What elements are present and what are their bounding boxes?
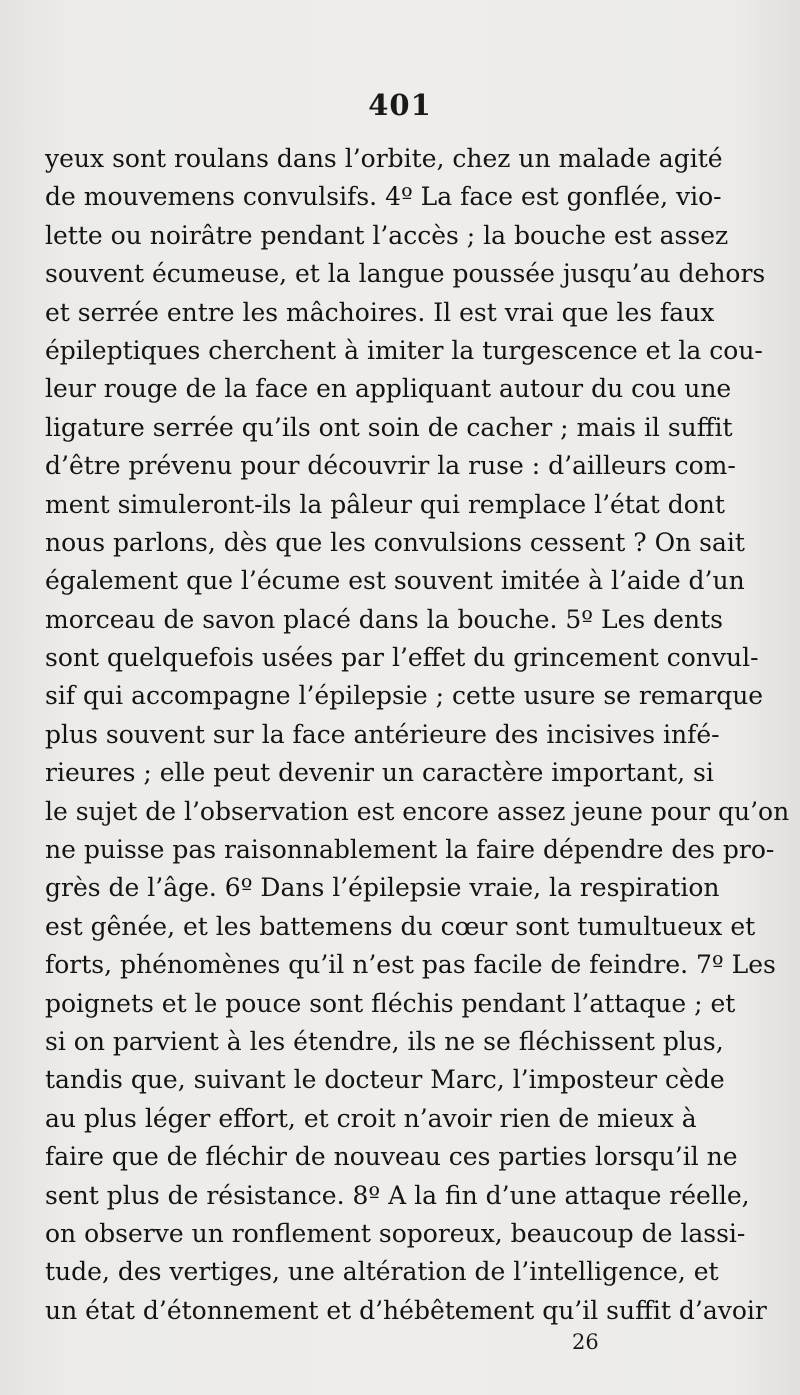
text-line: ne puisse pas raisonnablement la faire dépendre des pro- <box>45 835 775 865</box>
text-line: et serrée entre les mâchoires. Il est vrai que les faux <box>45 297 715 327</box>
text-line: tandis que, suivant le docteur Marc, l’imposteur cède <box>45 1065 725 1095</box>
text-line: morceau de savon placé dans la bouche. 5º Les dents <box>45 604 723 634</box>
text-line: faire que de fléchir de nouveau ces parties lorsqu’il ne <box>45 1142 738 1172</box>
text-line: d’être prévenu pour découvrir la ruse : d’ailleurs com- <box>45 451 736 481</box>
text-line: ment simuleront-ils la pâleur qui remplace l’état dont <box>45 489 725 519</box>
text-line: souvent écumeuse, et la langue poussée jusqu’au dehors <box>45 259 766 289</box>
text-line: yeux sont roulans dans l’orbite, chez un malade agité <box>45 144 723 173</box>
text-line: est gênée, et les battemens du cœur sont tumultueux et <box>45 911 756 941</box>
text-line: leur rouge de la face en appliquant autour du cou une <box>45 374 732 404</box>
text-line: ligature serrée qu’ils ont soin de cacher ; mais il suffit <box>45 412 733 442</box>
text-line: de mouvemens convulsifs. 4º La face est gonflée, vio- <box>45 182 722 212</box>
text-line: grès de l’âge. 6º Dans l’épilepsie vraie, la respiration <box>45 873 720 903</box>
text-line: épileptiques cherchent à imiter la turgescence et la cou- <box>45 335 763 365</box>
text-line: sif qui accompagne l’épilepsie ; cette usure se remarque <box>45 681 764 711</box>
text-line: rieures ; elle peut devenir un caractère important, si <box>45 758 714 788</box>
text-line: tude, des vertiges, une altération de l’intelligence, et <box>45 1257 719 1287</box>
text-line: poignets et le pouce sont fléchis pendant l’attaque ; et <box>45 988 736 1018</box>
text-line: si on parvient à les étendre, ils ne se fléchissent plus, <box>45 1026 724 1056</box>
page-number: 401 <box>368 88 432 122</box>
text-line: on observe un ronflement soporeux, beaucoup de lassi- <box>45 1218 746 1248</box>
text-line: lette ou noirâtre pendant l’accès ; la bouche est assez <box>45 220 729 250</box>
text-line: également que l’écume est souvent imitée à l’aide d’un <box>45 566 745 596</box>
text-line: forts, phénomènes qu’il n’est pas facile de feindre. 7º Les <box>45 950 776 980</box>
signature-mark: 26 <box>572 1330 599 1354</box>
text-line: plus souvent sur la face antérieure des incisives infé- <box>45 719 720 749</box>
text-line: sent plus de résistance. 8º A la fin d’une attaque réelle, <box>45 1180 750 1210</box>
text-line: nous parlons, dès que les convulsions cessent ? On sait <box>45 527 745 557</box>
body-text <box>45 140 790 1330</box>
text-line: le sujet de l’observation est encore assez jeune pour qu’on <box>45 796 790 826</box>
text-line: un état d’étonnement et d’hébêtement qu’il suffit d’avoir <box>45 1295 767 1325</box>
text-line: au plus léger effort, et croit n’avoir rien de mieux à <box>45 1103 697 1133</box>
text-line: sont quelquefois usées par l’effet du grincement convul- <box>45 643 759 673</box>
